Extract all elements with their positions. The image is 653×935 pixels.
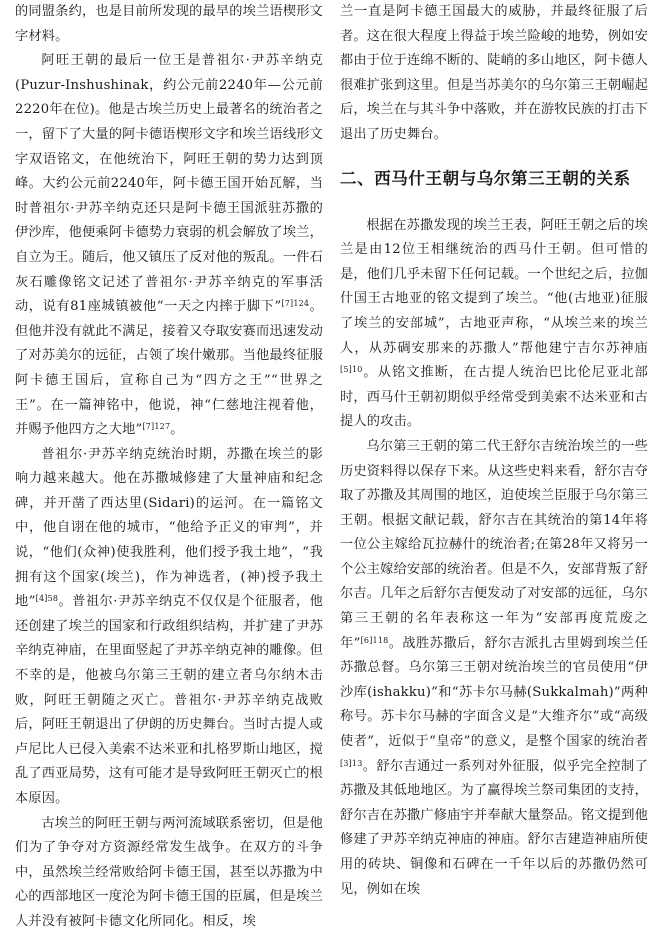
citation-ref: [3]13 <box>340 758 363 768</box>
paragraph: 普祖尔·尹苏辛纳克统治时期，苏撒在埃兰的影响力越来越大。他在苏撒城修建了大量神庙和纪念碑，并开凿了西达里(Sidari)的运河。在一篇铭文中，他自诩在他的城市，“他给予正义的审判”，并说，“他们(众神)使我胜利，他们授予我土地”，“我拥有这个国家(埃兰)，作为神选者，(神)授予我土地”$^{[4]58}$。普祖尔·尹苏辛纳克不仅仅是个征服者，他还创建了埃兰的国家和行政组织结构，并扩建了尹苏辛纳克神庙，在里面竖起了尹苏辛纳克神的雕像。但不幸的是，他被乌尔第三王朝的建立者乌尔纳木击败，阿旺王朝随之灭亡。普祖尔·尹苏辛纳克战败后，阿旺王朝退出了伊朗的历史舞台。当时古提人或卢尼比人已侵入美索不达米亚和扎格罗斯山地区，搅乱了西亚局势，这有可能才是导致阿旺王朝灭亡的根本原因。 <box>15 446 323 806</box>
paragraph: 兰一直是阿卡德王国最大的威胁，并最终征服了后者。这在很大程度上得益于埃兰险峻的地势，例如安都由于位于连绵不断的、陡峭的多山地区，阿卡德人很难扩张到这里。但是当苏美尔的乌尔第三王朝崛起后，埃兰在与其斗争中落败，并在游牧民族的打击下退出了历史舞台。 <box>340 4 648 142</box>
right-column <box>340 0 648 902</box>
citation-ref: [5]10 <box>340 365 363 375</box>
paragraph: 阿旺王朝的最后一位王是普祖尔·尹苏辛纳克(Puzur-Inshushinak，约公元前2240年—公元前2220年在位)。他是古埃兰历史上最著名的统治者之一，留下了大量的阿卡德语楔形文字和埃兰语线形文字双语铭文，在他统治下，阿旺王朝的势力达到顶峰。大约公元前2240年，阿卡德王国开始瓦解，当时普祖尔·尹苏辛纳克还只是阿卡德王国派驻苏撒的伊沙库，他便乘阿卡德势力衰弱的机会解放了埃兰，自立为王。随后，他又镇压了反对他的叛乱。一件石灰石雕像铭文记述了普祖尔·尹苏辛纳克的军事活动，说有81座城镇被他“一天之内摔于脚下”$^{[7]124}$。但他并没有就此不满足，接着又夺取安赛而迅速发动了对苏美尔的远征，占领了埃什嫩那。当他最终征服阿卡德王国后，宣称自己为“四方之王”“世界之王”。在一篇神铭中，他说，神“仁慈地注视着他，并赐予他四方之大地”$^{[7]127}$。 <box>15 53 323 438</box>
citation-ref: [7]127 <box>142 422 171 432</box>
citation-ref: [4]58 <box>35 594 59 604</box>
paragraph: 乌尔第三王朝的第二代王舒尔吉统治埃兰的一些历史资料得以保存下来。从这些史料来看，舒尔吉夺取了苏撒及其周围的地区，迫使埃兰臣服于乌尔第三王朝。根据文献记载，舒尔吉在其统治的第14年将一位公主嫁给瓦拉赫什的统治者;在第28年又将另一个公主嫁给安部的统治者。但是不久，安部背叛了舒尔吉。几年之后舒尔吉便发动了对安部的远征，乌尔第三王朝的名年表称这一年为“安部再度荒废之年”$^{[6]118}$。战胜苏撒后，舒尔吉派扎古里姆到埃兰任苏撒总督。乌尔第三王朝对统治埃兰的官员使用“伊沙库(ishakku)”和“苏卡尔马赫(Sukkalmah)”两种称号。苏卡尔马赫的字面含义是“大维齐尔”或“高级使者”，近似于“皇帝”的意义，是整个国家的统治者$^{[3]13}$。舒尔吉通过一系列对外征服，似乎完全控制了苏撒及其低地地区。为了赢得埃兰祭司集团的支持，舒尔吉在苏撒广修庙宇并奉献大量祭品。铭文提到他修建了尹苏辛纳克神庙的神庙。舒尔吉建造神庙所使用的砖块、铜像和石碑在一千年以后的苏撒仍然可见，例如在埃 <box>340 438 648 897</box>
paragraph: 根据在苏撒发现的埃兰王表，阿旺王朝之后的埃兰是由12位王相继统治的西马什王朝。但可惜的是，他们几乎未留下任何记载。一个世纪之后，拉伽什国王古地亚的铭文提到了埃兰。“他(古地亚)征服了埃兰的安部城”，古地亚声称，“从埃兰来的埃兰人，从苏碉安那来的苏撒人”帮他建宁吉尔苏神庙$^{[5]10}$。从铭文推断，在古提人统治巴比伦尼亚北部时，西马什王朝初期似乎经常受到美索不达米亚和古提人的攻击。 <box>340 217 648 430</box>
paragraph: 古埃兰的阿旺王朝与两河流域联系密切，但是他们为了争夺对方资源经常发生战争。在双方的斗争中，虽然埃兰经常败给阿卡德王国，甚至以苏撒为中心的西部地区一度沦为阿卡德王国的臣属，但是埃兰人并没有被阿卡德文化所同化。相反，埃 <box>15 815 323 929</box>
citation-ref: [7]124 <box>281 299 310 309</box>
citation-ref: [6]118 <box>360 635 389 645</box>
paragraph: 的同盟条约，也是目前所发现的最早的埃兰语楔形文字材料。 <box>15 4 323 44</box>
section-heading: 二、西马什王朝与乌尔第三王朝的关系 <box>340 168 631 188</box>
left-column <box>15 0 323 935</box>
